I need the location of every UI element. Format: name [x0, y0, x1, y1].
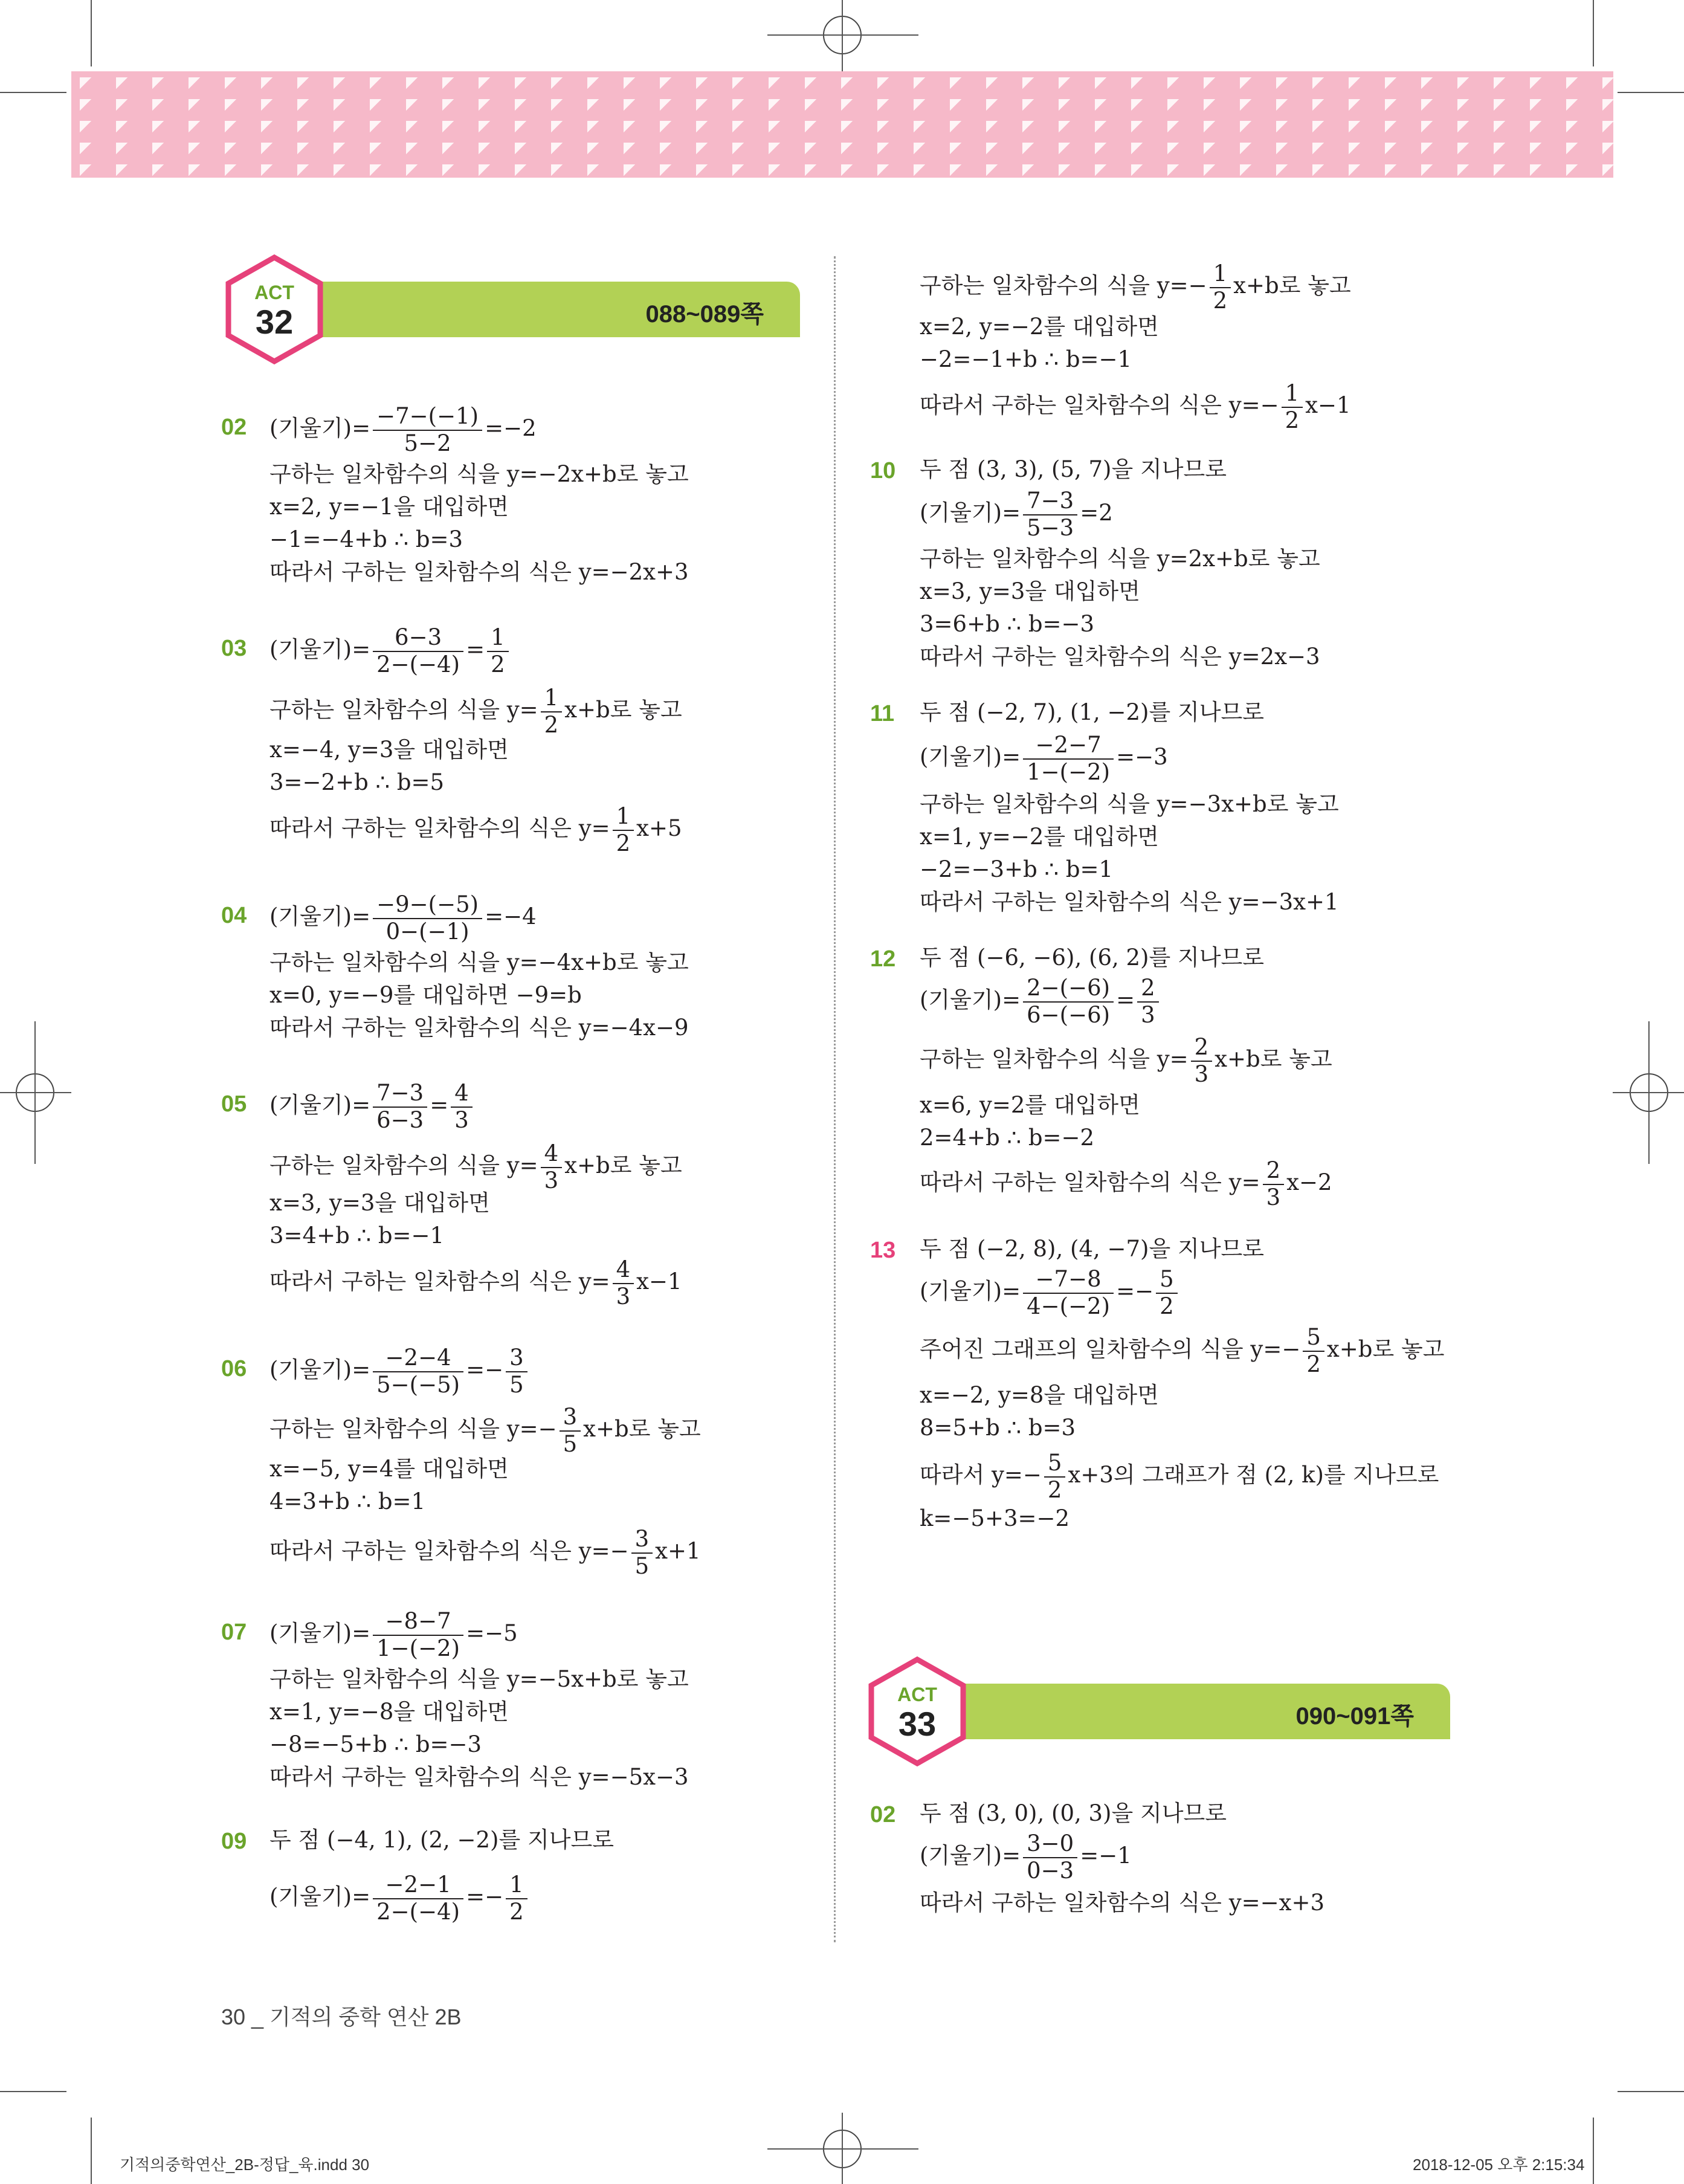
- registration-mark: [1613, 1092, 1684, 1093]
- solution-line: x=3, y=3을 대입하면: [920, 578, 1140, 604]
- problem-number: 10: [870, 458, 896, 483]
- crop-mark: [0, 2091, 66, 2092]
- slope-line: (기울기)= $\frac{-8-7}{1-(-2)}$ =−5: [269, 1608, 518, 1661]
- solution-line: x=2, y=−1을 대입하면: [269, 494, 509, 520]
- problem-number: 04: [221, 903, 247, 928]
- solution-line: 구하는 일차함수의 식을 y=−4x+b로 놓고: [269, 949, 689, 975]
- solution-line: 구하는 일차함수의 식을 y= $\frac{2}{3}$ x+b로 놓고: [920, 1034, 1332, 1087]
- crop-mark: [0, 92, 66, 93]
- solution-line: 구하는 일차함수의 식을 y=− $\frac{3}{5}$ x+b로 놓고: [269, 1404, 701, 1457]
- header-band: [71, 71, 1613, 178]
- problem-number: 13: [870, 1238, 896, 1263]
- solution-line: 2=4+b ∴ b=−2: [920, 1125, 1095, 1151]
- act33-pages: 090~091쪽: [1295, 1703, 1414, 1730]
- act32-pages: 088~089쪽: [645, 301, 764, 328]
- solution-line: x=−4, y=3을 대입하면: [269, 737, 509, 763]
- column-divider: [834, 256, 836, 1942]
- registration-mark: [0, 1092, 71, 1093]
- slope-line: (기울기)= $\frac{-2-4}{5-(-5)}$ =− $\frac{3}{5}$: [269, 1345, 530, 1398]
- solution-line: 구하는 일차함수의 식을 y= $\frac{1}{2}$ x+b로 놓고: [269, 685, 682, 738]
- solution-line: x=3, y=3을 대입하면: [269, 1190, 490, 1216]
- solution-line: x=1, y=−8을 대입하면: [269, 1699, 509, 1725]
- solution-line: x=−5, y=4를 대입하면: [269, 1456, 509, 1482]
- solution-line: 3=4+b ∴ b=−1: [269, 1223, 445, 1249]
- solution-line: 구하는 일차함수의 식을 y= $\frac{4}{3}$ x+b로 놓고: [269, 1140, 682, 1194]
- problem-number: 07: [221, 1620, 247, 1645]
- solution-line: x=2, y=−2를 대입하면: [920, 314, 1159, 340]
- problem-number: 03: [221, 636, 247, 661]
- act32-badge: [219, 254, 330, 365]
- solution-line: 따라서 구하는 일차함수의 식은 y=−2x+3: [269, 559, 689, 585]
- slope-line: (기울기)= $\frac{3-0}{0-3}$ =−1: [920, 1830, 1132, 1884]
- solution-line: 두 점 (3, 3), (5, 7)을 지나므로: [920, 456, 1227, 482]
- problem-number: 05: [221, 1091, 247, 1117]
- solution-line: 3=−2+b ∴ b=5: [269, 769, 445, 795]
- problem-number: 06: [221, 1356, 247, 1381]
- problem-number: 02: [870, 1802, 896, 1827]
- act32-number: 32: [255, 303, 294, 341]
- solution-line: k=−5+3=−2: [920, 1505, 1070, 1531]
- solution-line: 따라서 y=− $\frac{5}{2}$ x+3의 그래프가 점 (2, k)를 지나므로: [920, 1450, 1439, 1503]
- crop-mark: [91, 2118, 92, 2184]
- act33-number: 33: [898, 1705, 937, 1743]
- print-slug-time: 2018-12-05 오후 2:15:34: [1413, 2156, 1585, 2174]
- registration-mark: [767, 2148, 918, 2150]
- solution-line: 따라서 구하는 일차함수의 식은 y=− $\frac{3}{5}$ x+1: [269, 1526, 701, 1579]
- solution-line: −2=−3+b ∴ b=1: [920, 856, 1114, 882]
- solution-line: x=6, y=2를 대입하면: [920, 1092, 1140, 1118]
- solution-line: −8=−5+b ∴ b=−3: [269, 1731, 482, 1757]
- page-footer: 30 _ 기적의 중학 연산 2B: [221, 2005, 462, 2029]
- solution-line: 두 점 (3, 0), (0, 3)을 지나므로: [920, 1800, 1227, 1826]
- registration-mark: [767, 34, 918, 36]
- act33-label: ACT: [897, 1684, 937, 1705]
- solution-line: 따라서 구하는 일차함수의 식은 y= $\frac{2}{3}$ x−2: [920, 1157, 1332, 1210]
- slope-line: (기울기)= $\frac{2-(-6)}{6-(-6)}$ = $\frac{2}{3}$: [920, 975, 1161, 1028]
- solution-line: 구하는 일차함수의 식을 y=−5x+b로 놓고: [269, 1666, 689, 1692]
- slope-line: (기울기)= $\frac{-7-(-1)}{5-2}$ =−2: [269, 403, 537, 456]
- crop-mark: [1618, 2091, 1684, 2092]
- solution-line: 4=3+b ∴ b=1: [269, 1488, 426, 1514]
- solution-line: 주어진 그래프의 일차함수의 식을 y=− $\frac{5}{2}$ x+b로 놓고: [920, 1324, 1445, 1377]
- act32-label: ACT: [254, 282, 294, 303]
- slope-line: (기울기)= $\frac{-7-8}{4-(-2)}$ =− $\frac{5}{2}$: [920, 1267, 1180, 1319]
- crop-mark: [1593, 2118, 1594, 2184]
- solution-line: −2=−1+b ∴ b=−1: [920, 346, 1132, 372]
- act32-bar: [278, 282, 800, 337]
- crop-mark: [91, 0, 92, 66]
- solution-line: 따라서 구하는 일차함수의 식은 y=−x+3: [920, 1890, 1325, 1916]
- solution-line: 구하는 일차함수의 식을 y=2x+b로 놓고: [920, 546, 1320, 572]
- slope-line: (기울기)= $\frac{-9-(-5)}{0-(-1)}$ =−4: [269, 891, 537, 945]
- solution-line: 구하는 일차함수의 식을 y=−3x+b로 놓고: [920, 791, 1339, 817]
- solution-line: x=0, y=−9를 대입하면 −9=b: [269, 982, 582, 1008]
- print-slug-file: 기적의중학연산_2B-정답_육.indd 30: [120, 2156, 370, 2174]
- solution-line: 구하는 일차함수의 식을 y=−2x+b로 놓고: [269, 461, 689, 487]
- slope-line: (기울기)= $\frac{7-3}{5-3}$ =2: [920, 488, 1113, 541]
- solution-line: x=−2, y=8을 대입하면: [920, 1382, 1159, 1408]
- crop-mark: [1618, 92, 1684, 93]
- solution-line: 두 점 (−6, −6), (6, 2)를 지나므로: [920, 945, 1264, 971]
- solution-line: 따라서 구하는 일차함수의 식은 y= $\frac{1}{2}$ x+5: [269, 803, 682, 856]
- solution-line: 따라서 구하는 일차함수의 식은 y=−5x−3: [269, 1764, 689, 1790]
- solution-line: 3=6+b ∴ b=−3: [920, 611, 1095, 637]
- solution-line: 두 점 (−2, 7), (1, −2)를 지나므로: [920, 699, 1264, 725]
- solution-line: 따라서 구하는 일차함수의 식은 y=2x−3: [920, 644, 1320, 670]
- problem-number: 02: [221, 415, 247, 440]
- solution-line: 따라서 구하는 일차함수의 식은 y=−4x−9: [269, 1015, 689, 1041]
- problem-number: 12: [870, 946, 896, 972]
- slope-line: (기울기)= $\frac{-2-1}{2-(-4)}$ =− $\frac{1}{2}$: [269, 1872, 530, 1925]
- solution-line: 따라서 구하는 일차함수의 식은 y=−3x+1: [920, 889, 1339, 915]
- slope-line: (기울기)= $\frac{6-3}{2-(-4)}$ = $\frac{1}{2}$: [269, 625, 511, 677]
- slope-line: (기울기)= $\frac{7-3}{6-3}$ = $\frac{4}{3}$: [269, 1081, 475, 1133]
- solution-line: −1=−4+b ∴ b=3: [269, 526, 463, 552]
- solution-line: 두 점 (−2, 8), (4, −7)을 지나므로: [920, 1236, 1264, 1262]
- crop-mark: [1593, 0, 1594, 66]
- problem-number: 11: [870, 701, 895, 726]
- problem-number: 09: [221, 1829, 247, 1854]
- solution-line: 따라서 구하는 일차함수의 식은 y= $\frac{4}{3}$ x−1: [269, 1256, 682, 1310]
- act33-badge: [862, 1656, 973, 1767]
- registration-mark: [842, 0, 843, 71]
- solution-line: 따라서 구하는 일차함수의 식은 y=− $\frac{1}{2}$ x−1: [920, 380, 1351, 433]
- solution-line: 8=5+b ∴ b=3: [920, 1415, 1076, 1441]
- solution-line: x=1, y=−2를 대입하면: [920, 824, 1159, 850]
- slope-line: (기울기)= $\frac{-2-7}{1-(-2)}$ =−3: [920, 732, 1168, 785]
- solution-line: 두 점 (−4, 1), (2, −2)를 지나므로: [269, 1827, 614, 1853]
- solution-line: 구하는 일차함수의 식을 y=− $\frac{1}{2}$ x+b로 놓고: [920, 260, 1351, 314]
- act33-bar: [929, 1684, 1450, 1739]
- fraction: $\frac{-7-(-1)}{5-2}$: [373, 404, 482, 456]
